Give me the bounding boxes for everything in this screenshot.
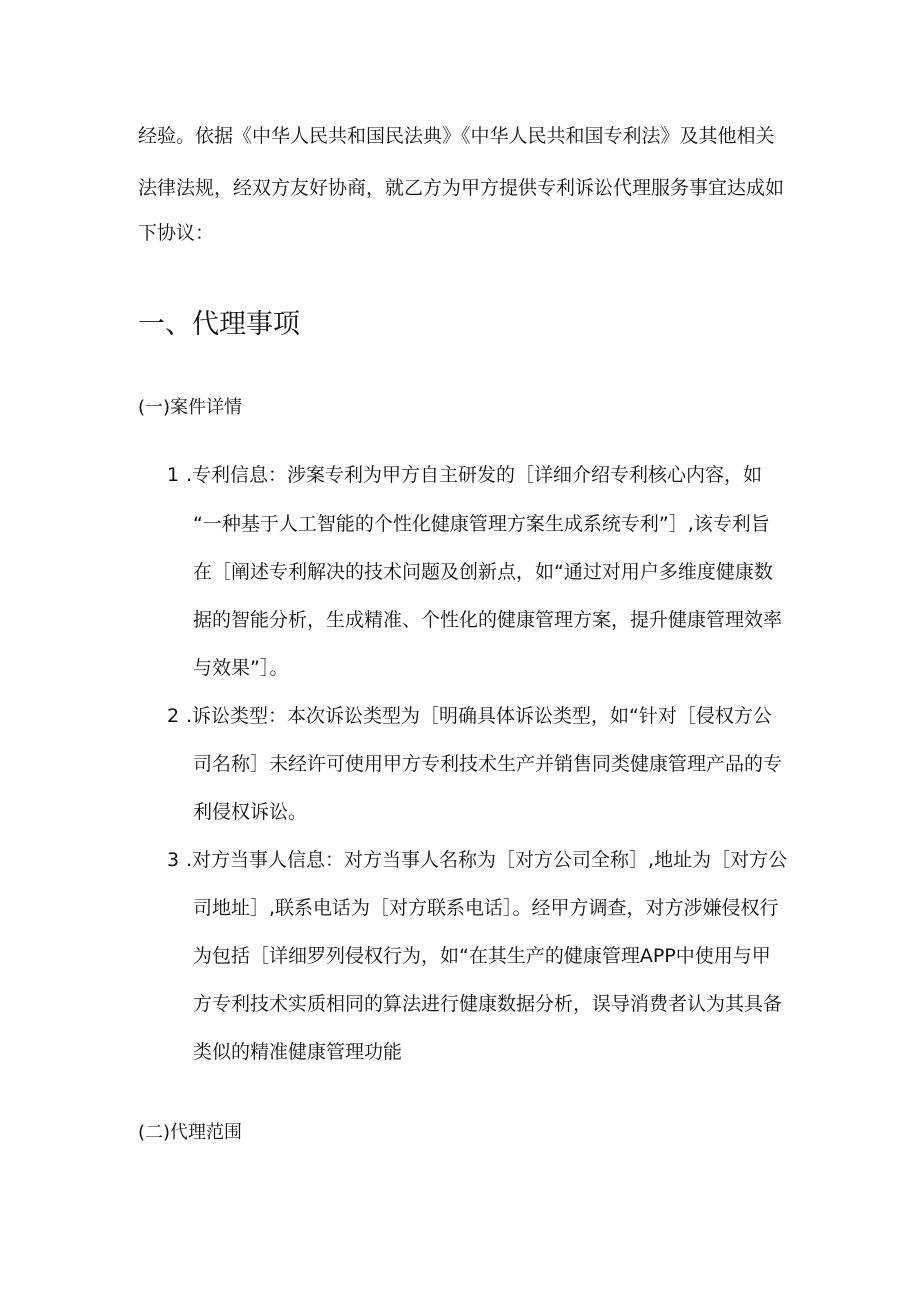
list-item-line: .诉讼类型：本次诉讼类型为［明确具体诉讼类型，如“针对［侵权方公	[186, 705, 772, 727]
list-item-line: .对方当事人信息：对方当事人名称为［对方公司全称］,地址为［对方公	[186, 849, 788, 871]
list-item-line: 司地址］,联系电话为［对方联系电话］。经甲方调查，对方涉嫌侵权行	[193, 897, 779, 919]
list-item-line: “一种基于人工智能的个性化健康管理方案生成系统专利”］,该专利旨	[193, 513, 770, 535]
section-title: 一、代理事项	[138, 309, 300, 340]
list-item-line: 方专利技术实质相同的算法进行健康数据分析，误导消费者认为其具备	[193, 993, 783, 1015]
intro-line: 经验。依据《中华人民共和国民法典》《中华人民共和国专利法》及其他相关	[138, 125, 775, 147]
list-item-line: 利侵权诉讼。	[193, 801, 308, 823]
list-item-line: 为包括［详细罗列侵权行为，如“在其生产的健康管理APP中使用与甲	[193, 945, 771, 967]
list-item-line: 据的智能分析，生成精准、个性化的健康管理方案，提升健康管理效率	[193, 609, 783, 631]
list-item-line: 类似的精准健康管理功能	[193, 1041, 403, 1063]
list-item-number: 1	[167, 464, 180, 486]
list-item-number: 3	[167, 849, 180, 871]
intro-line: 法律法规，经双方友好协商，就乙方为甲方提供专利诉讼代理服务事宜达成如	[138, 177, 785, 199]
subsection-title-case-details: (一)案件详情	[138, 397, 243, 418]
list-item-line: 在［阐述专利解决的技术问题及创新点，如“通过对用户多维度健康数	[193, 561, 773, 583]
intro-line: 下协议：	[138, 222, 215, 244]
list-item-line: 司名称］未经许可使用甲方专利技术生产并销售同类健康管理产品的专	[193, 753, 783, 775]
list-item-line: 与效果”］。	[193, 657, 289, 679]
subsection-title-agency-scope: (二)代理范围	[138, 1122, 243, 1143]
list-item-number: 2	[167, 705, 180, 727]
list-item-line: .专利信息：涉案专利为甲方自主研发的［详细介绍专利核心内容，如	[186, 464, 763, 486]
